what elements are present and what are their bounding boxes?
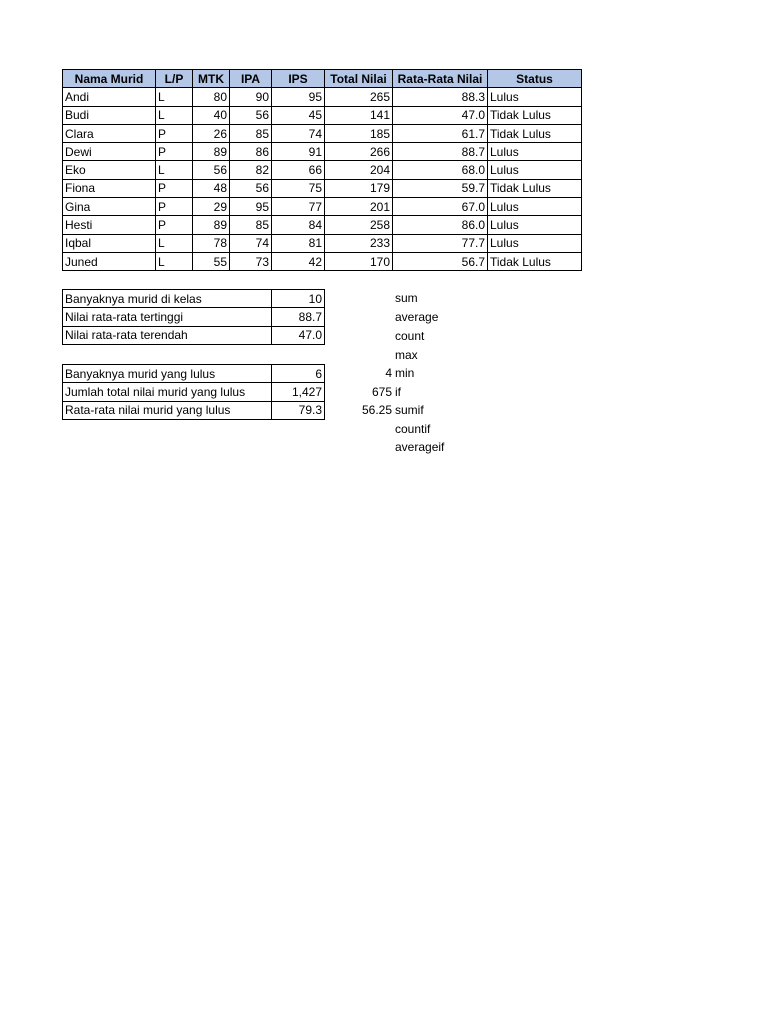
- function-name[interactable]: sumif: [395, 403, 424, 417]
- rata-rata-cell[interactable]: 59.7: [393, 179, 488, 197]
- mtk-cell[interactable]: 89: [193, 216, 230, 234]
- summary-row-rata-rata-lulus: [63, 401, 325, 419]
- rata-rata-cell[interactable]: 47.0: [393, 106, 488, 124]
- function-name[interactable]: countif: [395, 421, 431, 436]
- mtk-cell[interactable]: 80: [193, 88, 230, 106]
- mtk-cell[interactable]: 55: [193, 252, 230, 270]
- summary-label[interactable]: Rata-rata nilai murid yang lulus: [63, 401, 272, 419]
- status-cell[interactable]: Tidak Lulus: [488, 106, 582, 124]
- summary-value[interactable]: 79.3: [272, 401, 325, 419]
- summary-label[interactable]: Nilai rata-rata terendah: [63, 326, 272, 344]
- nama-murid-cell[interactable]: Clara: [63, 124, 156, 142]
- ipa-cell[interactable]: 90: [230, 88, 272, 106]
- ipa-cell[interactable]: 95: [230, 198, 272, 216]
- gender-cell[interactable]: P: [156, 198, 193, 216]
- function-name[interactable]: min: [395, 366, 415, 380]
- summary-value[interactable]: 1,427: [272, 383, 325, 401]
- gender-cell[interactable]: L: [156, 252, 193, 270]
- status-cell[interactable]: Lulus: [488, 88, 582, 106]
- ipa-cell[interactable]: 86: [230, 143, 272, 161]
- ips-cell[interactable]: 91: [272, 143, 325, 161]
- table-row: [63, 198, 582, 216]
- status-cell[interactable]: Tidak Lulus: [488, 124, 582, 142]
- summary-row-jumlah-murid: [63, 290, 325, 308]
- table-row: [63, 88, 582, 106]
- status-cell[interactable]: Lulus: [488, 161, 582, 179]
- function-name[interactable]: averageif: [395, 440, 445, 454]
- status-cell[interactable]: Tidak Lulus: [488, 252, 582, 270]
- ipa-cell[interactable]: 82: [230, 161, 272, 179]
- ipa-cell[interactable]: 56: [230, 179, 272, 197]
- ips-cell[interactable]: 81: [272, 234, 325, 252]
- total-nilai-cell[interactable]: 233: [325, 234, 393, 252]
- summary-row-tertinggi: [63, 308, 325, 326]
- summary-value[interactable]: 47.0: [272, 326, 325, 344]
- summary-row-total-nilai-lulus: [63, 383, 325, 401]
- total-nilai-cell[interactable]: 141: [325, 106, 393, 124]
- summary-row-terendah: [63, 326, 325, 344]
- rata-rata-cell[interactable]: 88.7: [393, 143, 488, 161]
- summary-label[interactable]: Banyaknya murid di kelas: [63, 290, 272, 308]
- ipa-cell[interactable]: 56: [230, 106, 272, 124]
- status-cell[interactable]: Lulus: [488, 143, 582, 161]
- summary-value[interactable]: 88.7: [272, 308, 325, 326]
- nama-murid-cell[interactable]: Dewi: [63, 143, 156, 161]
- ips-cell[interactable]: 77: [272, 198, 325, 216]
- rata-rata-cell[interactable]: 68.0: [393, 161, 488, 179]
- summary-label[interactable]: Nilai rata-rata tertinggi: [63, 308, 272, 326]
- summary-row-murid-lulus: [63, 365, 325, 383]
- nama-murid-cell[interactable]: Budi: [63, 106, 156, 124]
- gender-cell[interactable]: P: [156, 143, 193, 161]
- mtk-cell[interactable]: 29: [193, 198, 230, 216]
- mtk-cell[interactable]: 56: [193, 161, 230, 179]
- side-number[interactable]: 4: [385, 366, 392, 380]
- mtk-cell[interactable]: 89: [193, 143, 230, 161]
- passing-summary-table: [62, 364, 325, 420]
- ips-cell[interactable]: 66: [272, 161, 325, 179]
- status-cell[interactable]: Lulus: [488, 198, 582, 216]
- ips-cell[interactable]: 74: [272, 124, 325, 142]
- summary-label[interactable]: Jumlah total nilai murid yang lulus: [63, 383, 272, 401]
- rata-rata-cell[interactable]: 88.3: [393, 88, 488, 106]
- table-row: [63, 179, 582, 197]
- header-mtk[interactable]: MTK: [193, 70, 230, 88]
- mtk-cell[interactable]: 78: [193, 234, 230, 252]
- function-name[interactable]: sum: [395, 291, 418, 305]
- gender-cell[interactable]: L: [156, 161, 193, 179]
- header-nama-murid[interactable]: Nama Murid: [63, 70, 156, 88]
- rata-rata-cell[interactable]: 67.0: [393, 198, 488, 216]
- header-ipa[interactable]: IPA: [230, 70, 272, 88]
- total-nilai-cell[interactable]: 266: [325, 143, 393, 161]
- status-cell[interactable]: Tidak Lulus: [488, 179, 582, 197]
- ips-cell[interactable]: 84: [272, 216, 325, 234]
- total-nilai-cell[interactable]: 258: [325, 216, 393, 234]
- rata-rata-cell[interactable]: 86.0: [393, 216, 488, 234]
- summary-label[interactable]: Banyaknya murid yang lulus: [63, 365, 272, 383]
- class-summary-table: [62, 289, 325, 345]
- student-rows: [63, 88, 582, 271]
- total-nilai-cell[interactable]: 201: [325, 198, 393, 216]
- table-row: [63, 216, 582, 234]
- header-status[interactable]: Status: [488, 70, 582, 88]
- mtk-cell[interactable]: 40: [193, 106, 230, 124]
- gender-cell[interactable]: P: [156, 124, 193, 142]
- header-total-nilai[interactable]: Total Nilai: [325, 70, 393, 88]
- ipa-cell[interactable]: 85: [230, 216, 272, 234]
- nama-murid-cell[interactable]: Iqbal: [63, 234, 156, 252]
- table-row: [63, 143, 582, 161]
- total-nilai-cell[interactable]: 265: [325, 88, 393, 106]
- gender-cell[interactable]: L: [156, 234, 193, 252]
- ips-cell[interactable]: 42: [272, 252, 325, 270]
- gender-cell[interactable]: L: [156, 106, 193, 124]
- total-nilai-cell[interactable]: 185: [325, 124, 393, 142]
- function-name[interactable]: if: [395, 384, 401, 399]
- rata-rata-cell[interactable]: 77.7: [393, 234, 488, 252]
- ips-cell[interactable]: 45: [272, 106, 325, 124]
- student-grades-table: [62, 69, 582, 271]
- ipa-cell[interactable]: 85: [230, 124, 272, 142]
- summary-value[interactable]: 10: [272, 290, 325, 308]
- table-row: [63, 161, 582, 179]
- rata-rata-cell[interactable]: 61.7: [393, 124, 488, 142]
- gender-cell[interactable]: P: [156, 179, 193, 197]
- total-nilai-cell[interactable]: 170: [325, 252, 393, 270]
- nama-murid-cell[interactable]: Fiona: [63, 179, 156, 197]
- nama-murid-cell[interactable]: Andi: [63, 88, 156, 106]
- total-nilai-cell[interactable]: 179: [325, 179, 393, 197]
- mtk-cell[interactable]: 48: [193, 179, 230, 197]
- ips-cell[interactable]: 95: [272, 88, 325, 106]
- summary-value[interactable]: 6: [272, 365, 325, 383]
- side-number[interactable]: 675: [371, 384, 392, 399]
- rata-rata-cell[interactable]: 56.7: [393, 252, 488, 270]
- table-row: [63, 106, 582, 124]
- ipa-cell[interactable]: 74: [230, 234, 272, 252]
- gender-cell[interactable]: L: [156, 88, 193, 106]
- status-cell[interactable]: Lulus: [488, 216, 582, 234]
- table-row: [63, 252, 582, 270]
- nama-murid-cell[interactable]: Gina: [63, 198, 156, 216]
- table-header-row: [63, 70, 582, 88]
- function-name[interactable]: count: [395, 329, 425, 343]
- nama-murid-cell[interactable]: Eko: [63, 161, 156, 179]
- mtk-cell[interactable]: 26: [193, 124, 230, 142]
- ipa-cell[interactable]: 73: [230, 252, 272, 270]
- gender-cell[interactable]: P: [156, 216, 193, 234]
- nama-murid-cell[interactable]: Juned: [63, 252, 156, 270]
- header-ips[interactable]: IPS: [272, 70, 325, 88]
- nama-murid-cell[interactable]: Hesti: [63, 216, 156, 234]
- table-row: [63, 234, 582, 252]
- status-cell[interactable]: Lulus: [488, 234, 582, 252]
- header-rata-rata-nilai[interactable]: Rata-Rata Nilai: [393, 70, 488, 88]
- function-name[interactable]: max: [395, 347, 418, 362]
- side-number[interactable]: 56.25: [361, 403, 392, 417]
- header-gender[interactable]: L/P: [156, 70, 193, 88]
- function-name[interactable]: average: [395, 310, 439, 324]
- table-row: [63, 124, 582, 142]
- ips-cell[interactable]: 75: [272, 179, 325, 197]
- total-nilai-cell[interactable]: 204: [325, 161, 393, 179]
